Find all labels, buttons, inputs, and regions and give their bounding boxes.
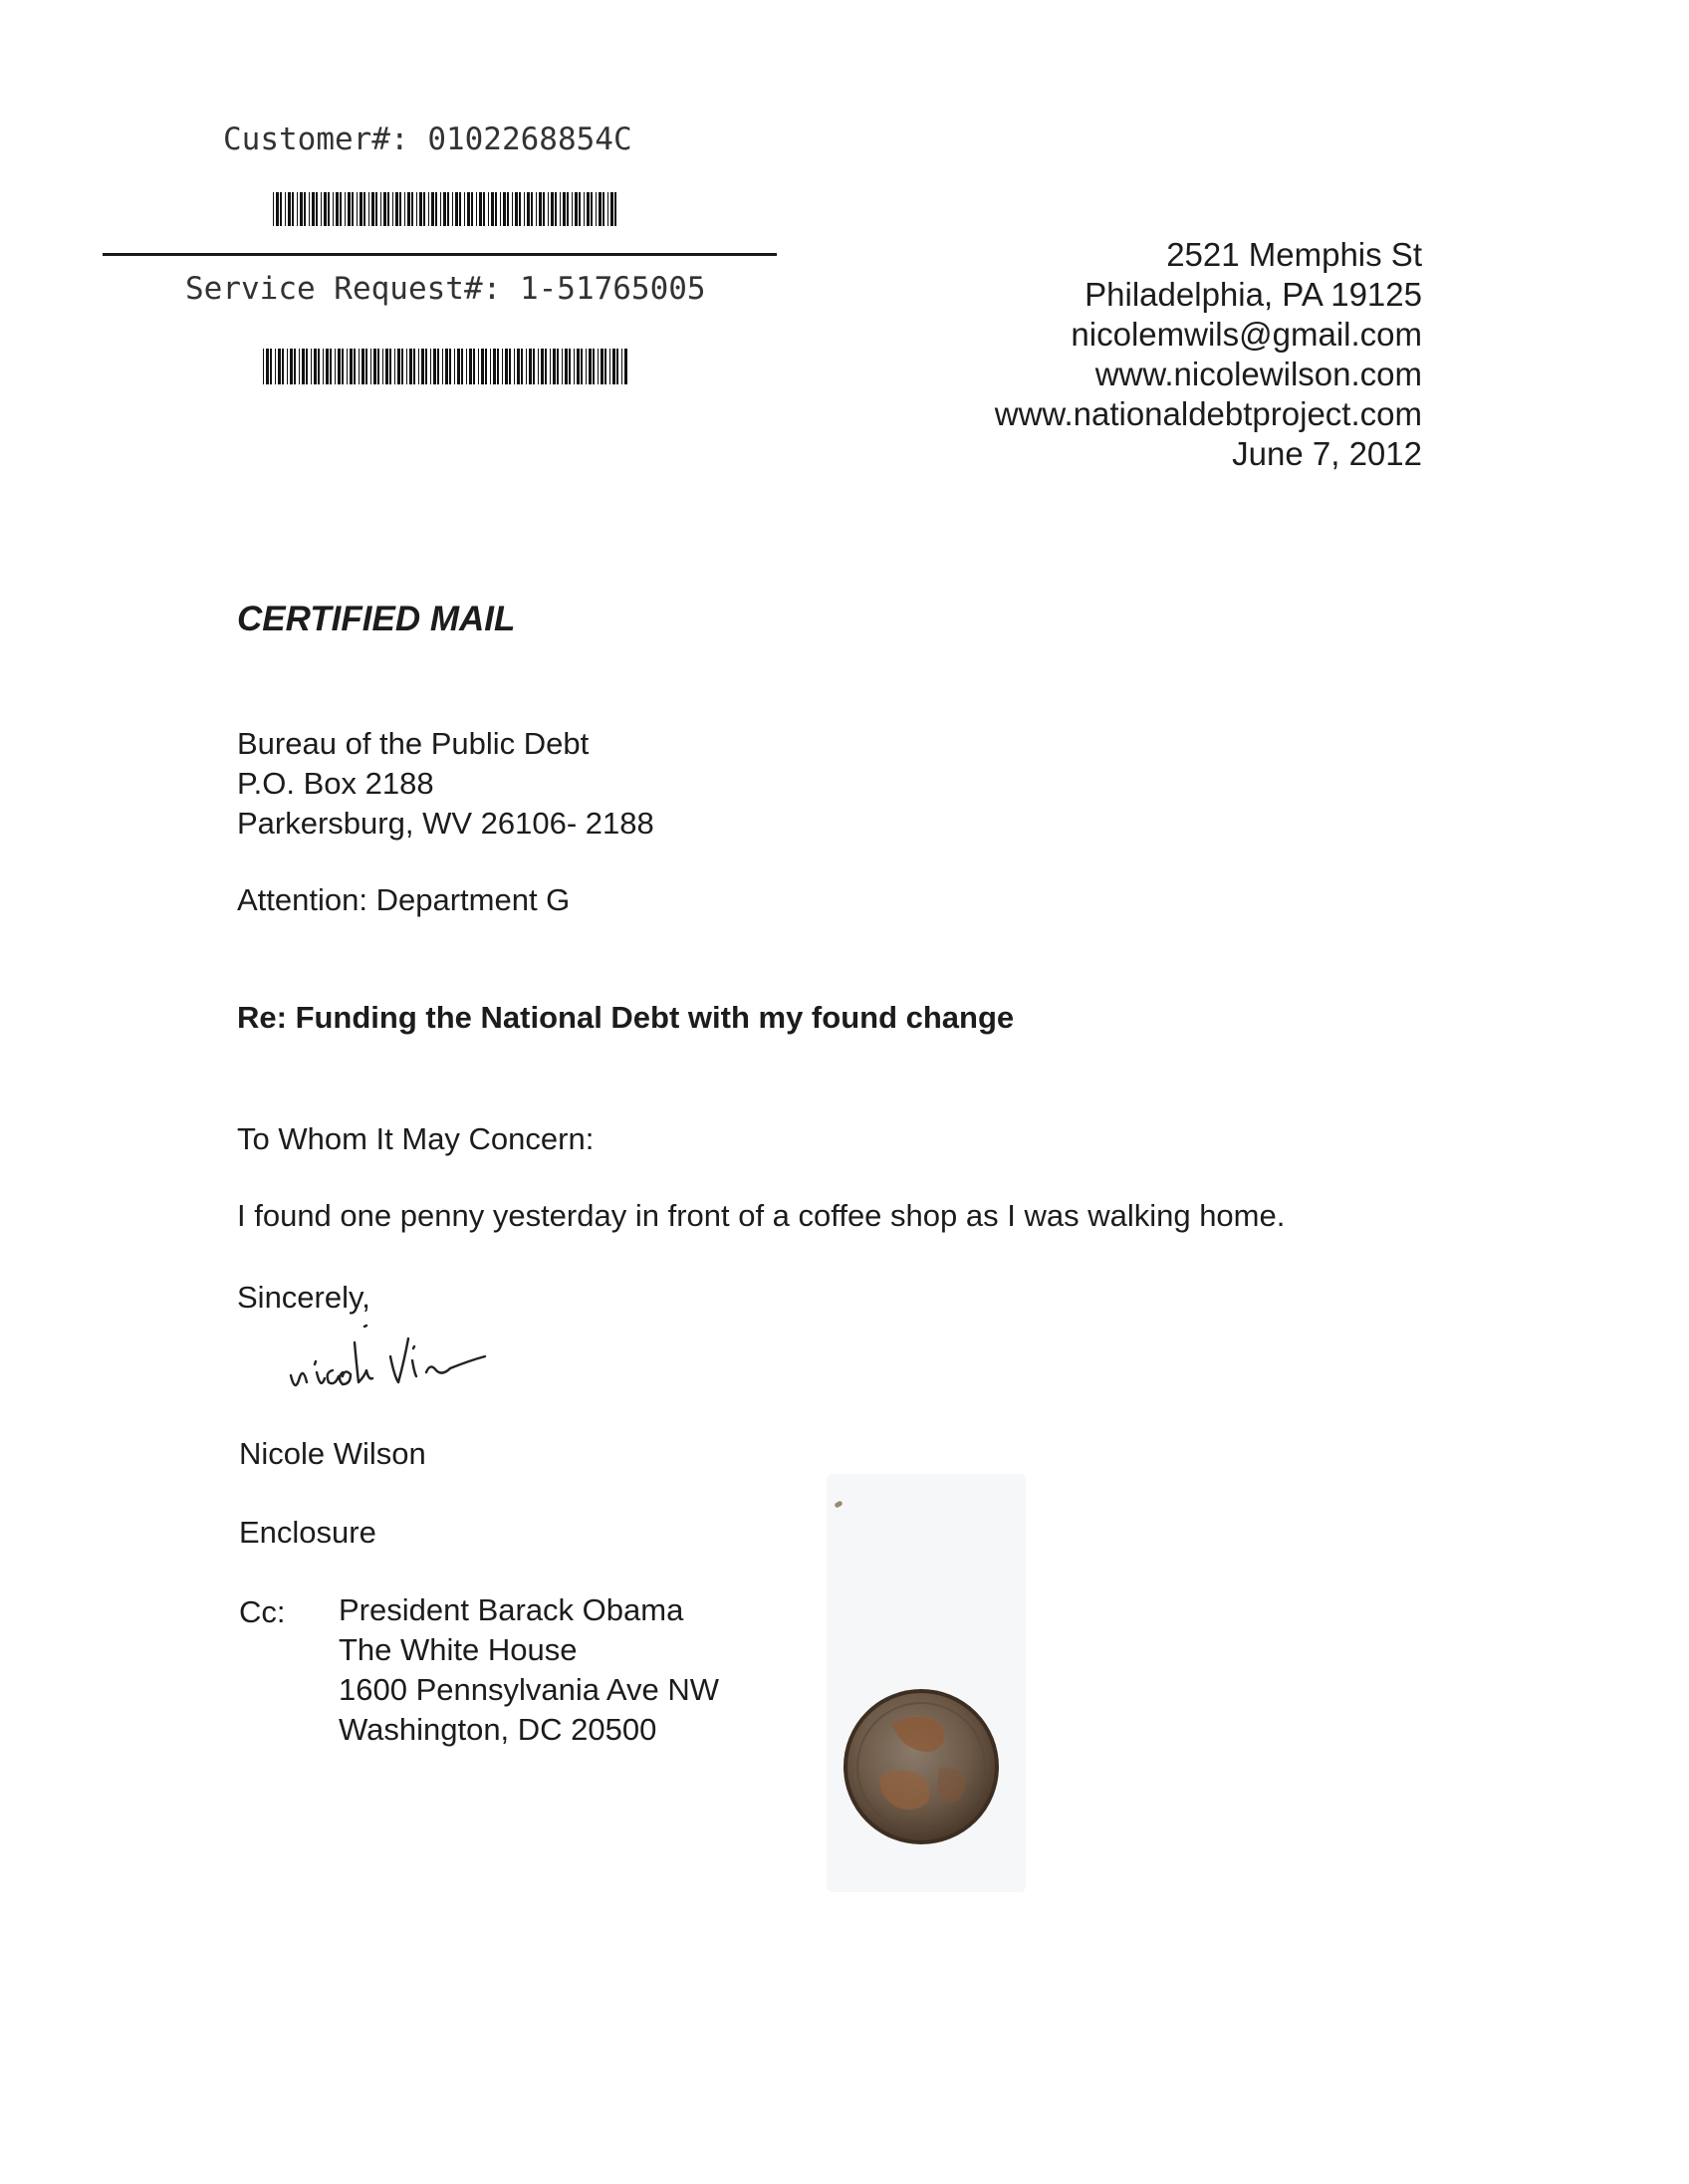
letter-body: I found one penny yesterday in front of a coffee shop as I was walking home. [237,1198,1286,1233]
enclosure-note: Enclosure [239,1515,376,1550]
recipient-address [237,724,654,844]
sender-email: nicolemwils@gmail.com [1071,316,1422,353]
subject-line: Re: Funding the National Debt with my found change [237,1000,1015,1035]
cc-label: Cc: [239,1594,286,1629]
letter-date: June 7, 2012 [1232,435,1422,472]
certified-mail-heading: CERTIFIED MAIL [237,600,516,638]
cc-city: Washington, DC 20500 [339,1712,657,1747]
greeting: To Whom It May Concern: [237,1121,595,1156]
service-request-label: Service Request#: [185,271,502,307]
customer-number: 0102268854C [427,121,632,157]
handwritten-signature [281,1321,600,1410]
sender-project-website: www.nationaldebtproject.com [994,395,1422,432]
recipient-city: Parkersburg, WV 26106- 2188 [237,806,654,841]
sender-city: Philadelphia, PA 19125 [1085,276,1422,313]
customer-number-line [223,121,632,157]
service-request-barcode [263,349,629,384]
recipient-po-box: P.O. Box 2188 [237,766,434,801]
cc-address [339,1590,719,1750]
cc-organization: The White House [339,1632,578,1667]
header-divider [103,253,777,256]
signer-name: Nicole Wilson [239,1436,426,1471]
customer-label: Customer#: [223,121,409,157]
recipient-name: Bureau of the Public Debt [237,726,590,761]
penny-image [840,1685,1003,1848]
service-request-number: 1-51765005 [519,271,706,307]
cc-name: President Barack Obama [339,1592,684,1627]
service-request-line [185,271,706,307]
cc-street: 1600 Pennsylvania Ave NW [339,1672,719,1707]
attention-line: Attention: Department G [237,882,571,917]
sender-street: 2521 Memphis St [1166,236,1422,273]
customer-barcode [273,192,619,226]
sender-website: www.nicolewilson.com [1094,356,1422,392]
closing: Sincerely, [237,1280,370,1315]
sender-address [876,235,1422,474]
